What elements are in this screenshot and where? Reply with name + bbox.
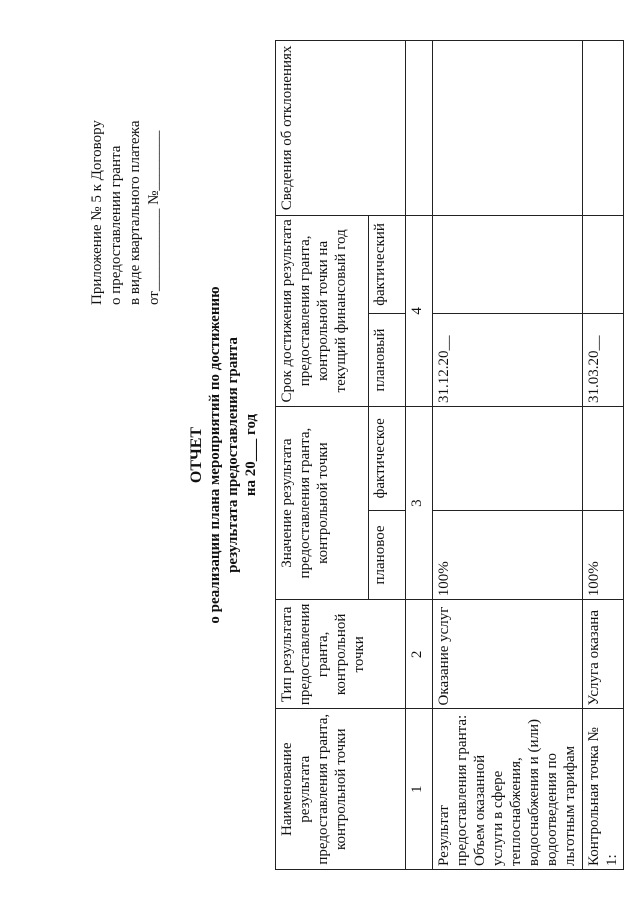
appendix-note [88,35,164,305]
row-value-fact [433,406,583,510]
header-name: Наименование результата предоставления гранта, контрольной точки [276,709,406,870]
appendix-line-2: о предоставлении гранта [108,145,124,305]
table-row [583,41,624,870]
row-type: Оказание услуг [433,600,583,709]
header-value: Значение результата предоставления гранта, контрольной точки [276,406,369,599]
row-value-plan: 100% [433,510,583,600]
row-term-plan: 31.03.20__ [583,314,624,407]
row-term-plan: 31.12.20__ [433,314,583,407]
subheader-value-plan: плановое [369,510,406,600]
row-name: Результат предоставления гранта: Объем оказанной услуги в сфере теплоснабжения, водоснабжения и (или) водоотведения по льготным тарифам [433,709,583,870]
report-table [275,40,624,870]
header-type: Тип результата предоставления гранта, контрольной точки [276,600,406,709]
table-row [433,41,583,870]
column-number-1: 1 [406,709,433,870]
row-value-fact [583,406,624,510]
column-number-2: 2 [406,600,433,709]
title-line-2: о реализации плана мероприятий по достижению [207,286,223,624]
report-title [188,205,260,705]
row-name: Контрольная точка № 1: [583,709,624,870]
appendix-line-1: Приложение № 5 к Договору [89,120,105,305]
title-line-3: результата предоставления гранта [225,337,241,573]
row-deviation [433,41,583,216]
table-number-row [406,41,433,870]
row-deviation [583,41,624,216]
row-term-fact [433,215,583,313]
title-line-1: ОТЧЕТ [188,426,205,484]
header-deviation: Сведения об отклонениях [276,41,406,216]
header-term: Срок достижения результата предоставления гранта, контрольной точки на текущий финансовый год [276,215,369,406]
subheader-term-fact: фактический [369,215,406,313]
row-value-plan: 100% [583,510,624,600]
column-number-4: 4 [406,215,433,406]
table-header-row [276,41,369,870]
column-number-5 [406,41,433,216]
row-type: Услуга оказана [583,600,624,709]
subheader-term-plan: плановый [369,314,406,407]
column-number-3: 3 [406,406,433,599]
title-line-4: на 20___ год [243,413,259,497]
appendix-line-4: от___________ №________ [146,130,162,305]
appendix-line-3: в виде квартального платежа [127,120,143,305]
subheader-value-fact: фактическое [369,406,406,510]
row-term-fact [583,215,624,313]
